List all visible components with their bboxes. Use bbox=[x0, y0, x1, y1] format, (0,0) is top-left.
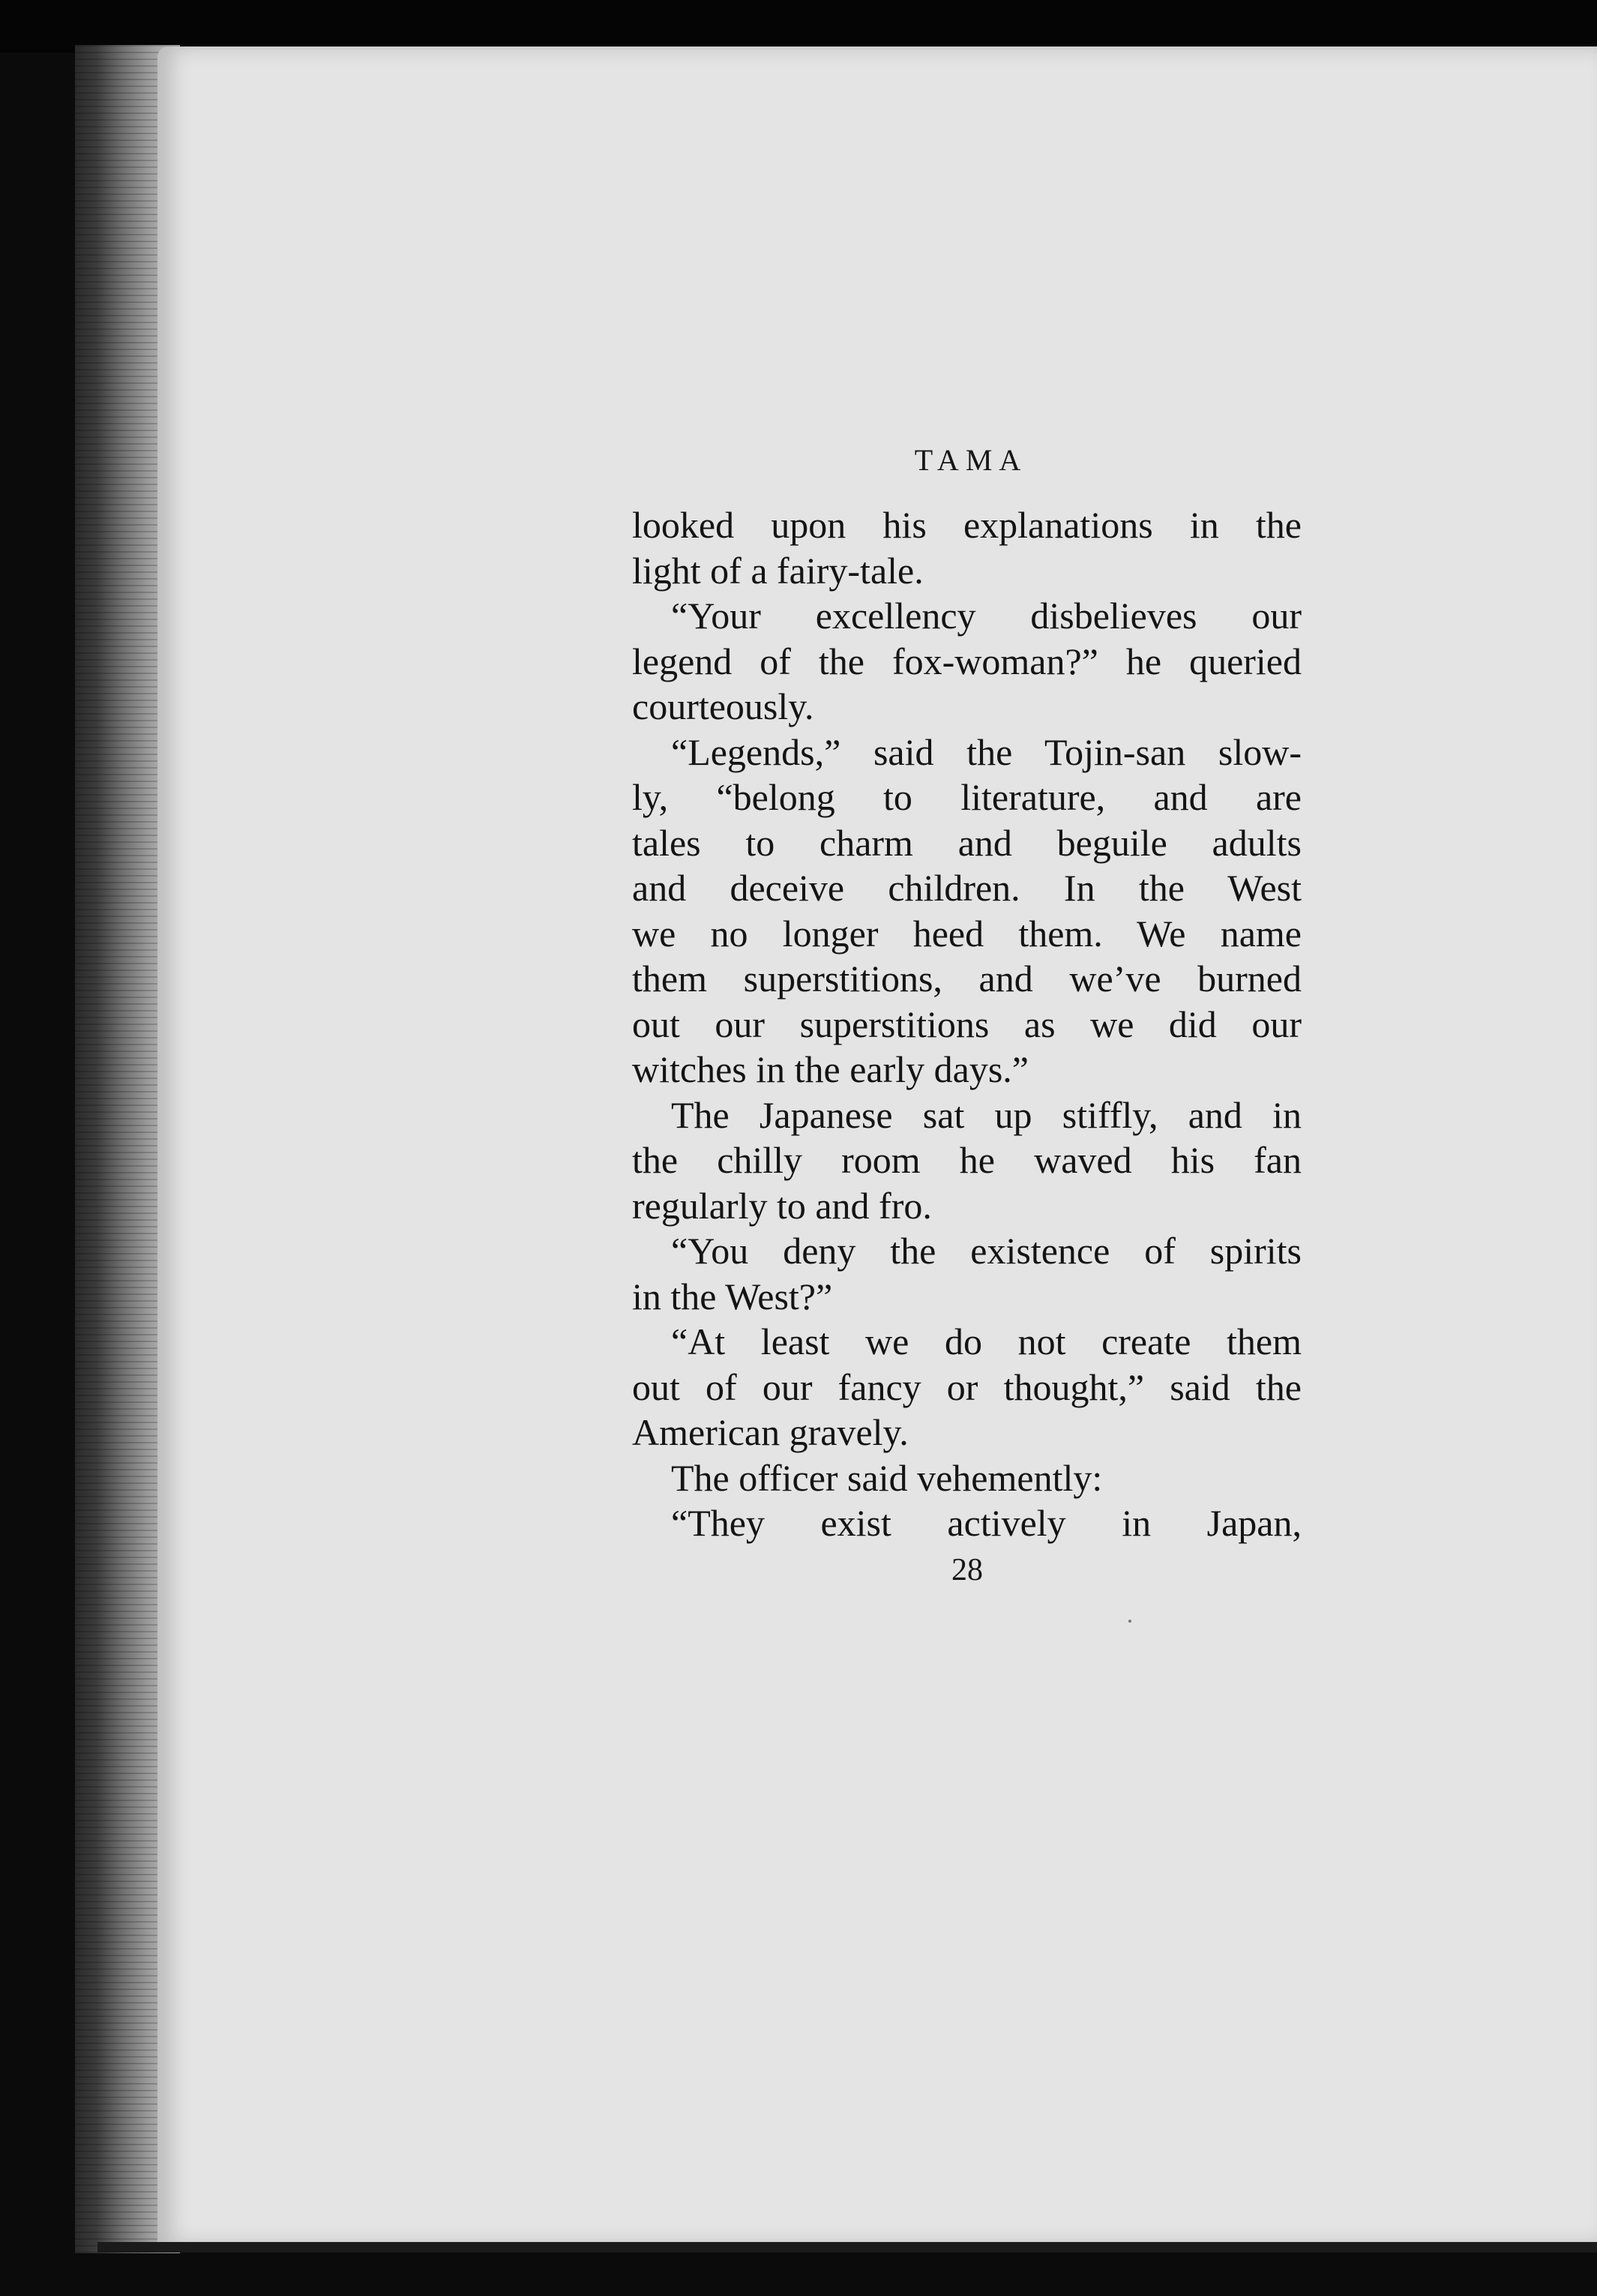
text-line: regularly to and fro. bbox=[632, 1184, 932, 1227]
text-line: out of our fancy or thought,” said the bbox=[632, 1365, 1302, 1408]
text-line: “At least we do not create them bbox=[671, 1320, 1302, 1362]
text-line: legend of the fox-woman?” he queried bbox=[632, 640, 1302, 682]
text-line: The Japanese sat up stiffly, and in bbox=[671, 1093, 1302, 1136]
text-line: in the West?” bbox=[632, 1275, 833, 1317]
text-line: “You deny the existence of spirits bbox=[671, 1230, 1302, 1272]
page-bottom-edge bbox=[97, 2242, 1597, 2253]
text-line: we no longer heed them. We name bbox=[632, 912, 1302, 955]
text-line: out our superstitions as we did our bbox=[632, 1003, 1302, 1045]
text-line: witches in the early days.” bbox=[632, 1048, 1029, 1090]
text-line: “They exist actively in Japan, bbox=[671, 1502, 1302, 1544]
text-line: “Your excellency disbelieves our bbox=[671, 595, 1302, 637]
text-line: them superstitions, and we’ve burned bbox=[632, 958, 1302, 1000]
running-head: TAMA bbox=[914, 443, 1028, 477]
text-line: The officer said vehemently: bbox=[671, 1456, 1103, 1499]
body-text bbox=[632, 502, 1302, 1546]
text-line: American gravely. bbox=[632, 1411, 909, 1453]
text-line: looked upon his explanations in the bbox=[632, 504, 1302, 546]
text-line: and deceive children. In the West bbox=[632, 867, 1302, 909]
text-line: tales to charm and beguile adults bbox=[632, 821, 1302, 864]
scan-background bbox=[0, 0, 1597, 52]
page-number: 28 bbox=[951, 1553, 983, 1587]
text-line: light of a fairy-tale. bbox=[632, 549, 924, 592]
text-line: ly, “belong to literature, and are bbox=[632, 776, 1302, 818]
scan-speck bbox=[1128, 1620, 1131, 1623]
text-line: “Legends,” said the Tojin-san slow- bbox=[671, 730, 1302, 773]
text-line: courteously. bbox=[632, 685, 814, 727]
text-line: the chilly room he waved his fan bbox=[632, 1139, 1302, 1181]
